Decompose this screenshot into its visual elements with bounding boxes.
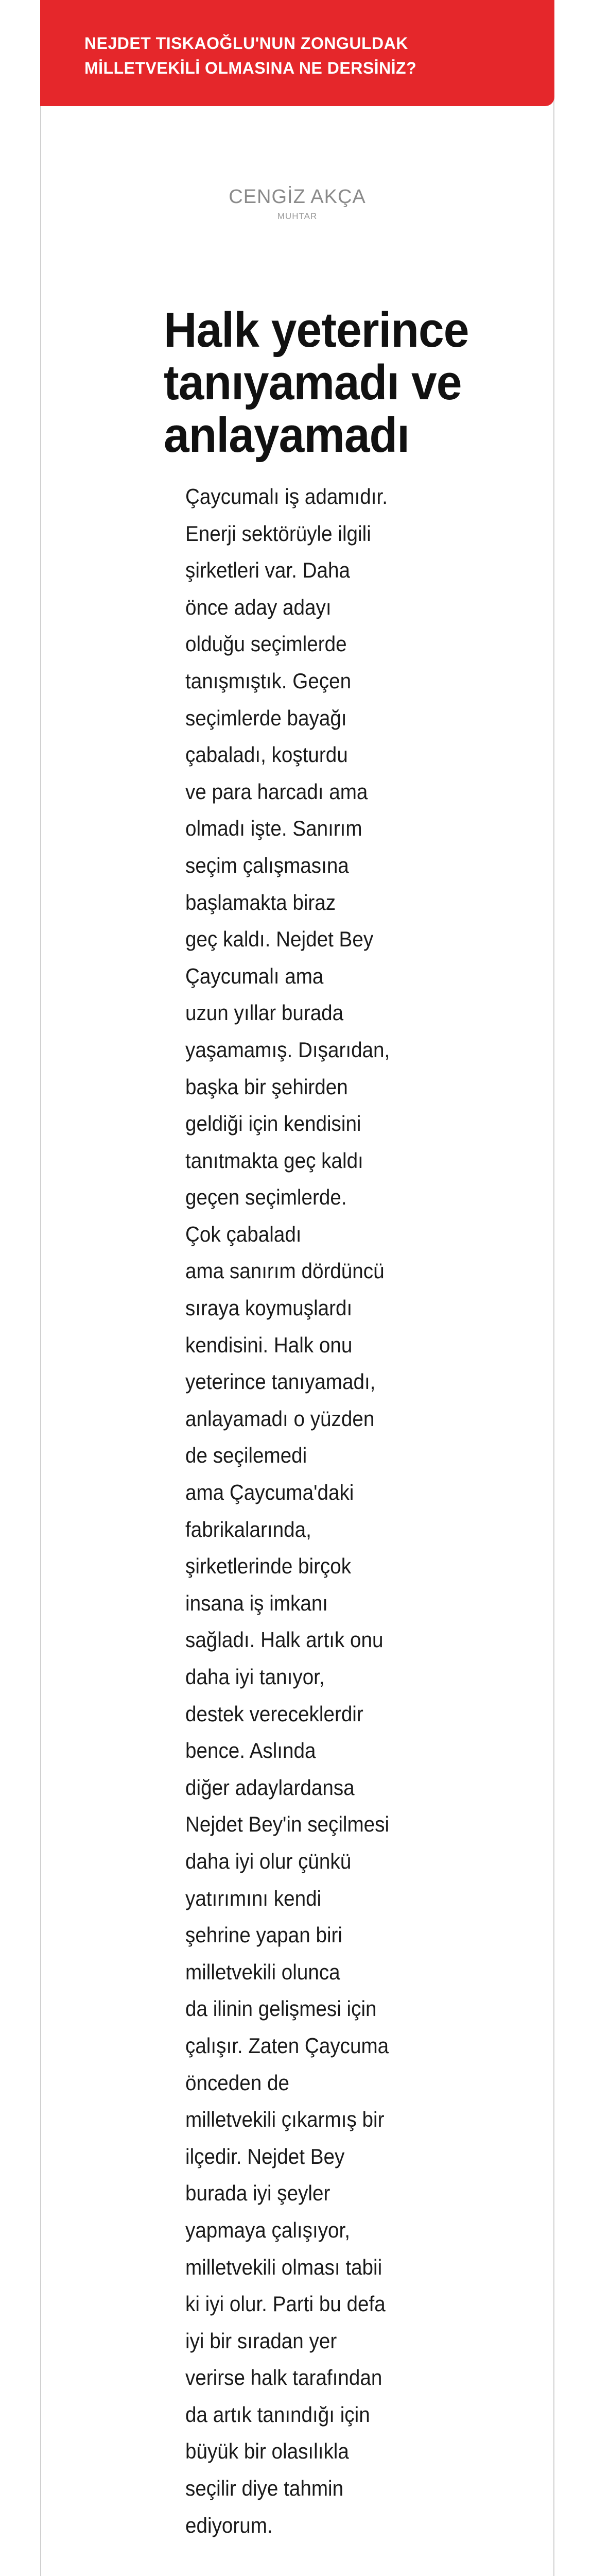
author-role: MUHTAR: [277, 211, 318, 221]
question-text: NEJDET TISKAOĞLU'NUN ZONGULDAK MİLLETVEKİLİ OLMASINA NE DERSİNİZ?: [84, 34, 417, 77]
question-banner: [40, 0, 554, 106]
byline: [40, 185, 554, 223]
article-headline: Halk yeterince tanıyamadı ve anlayamadı: [164, 302, 469, 463]
article-body: Çaycumalı iş adamıdır. Enerji sektörüyle ilgili şirketleri var. Daha önce aday adayı olduğu seçimlerde tanışmıştık. Geçen seçimlerde bayağı çabaladı, koşturdu ve para harcadı ama olmadı işte. Sanırım seçim çalışmasına başlamakta biraz geç kaldı. Nejdet Bey Çaycumalı ama uzun yıllar burada yaşamamış. Dışarıdan, başka bir şehirden geldiği için kendisini tanıtmakta geç kaldı geçen seçimlerde. Çok çabaladı ama sanırım dördüncü sıraya koymuşlardı kendisini. Halk onu yeterince tanıyamadı, anlayamadı o yüzden de seçilemedi ama Çaycuma'daki fabrikalarında, şirketlerinde birçok insana iş imkanı sağladı. Halk artık onu daha iyi tanıyor, destek vereceklerdir bence. Aslında diğer adaylardansa Nejdet Bey'in seçilmesi daha iyi olur çünkü yatırımını kendi şehrine yapan biri milletvekili olunca da ilinin gelişmesi için çalışır. Zaten Çaycuma önceden de milletvekili çıkarmış bir ilçedir. Nejdet Bey burada iyi şeyler yapmaya çalışıyor, milletvekili olması tabii ki iyi olur. Parti bu defa iyi bir sıradan yer verirse halk tarafından da artık tanındığı için büyük bir olasılıkla seçilir diye tahmin ediyorum.: [185, 484, 390, 2537]
author-name: CENGİZ AKÇA: [229, 186, 366, 208]
